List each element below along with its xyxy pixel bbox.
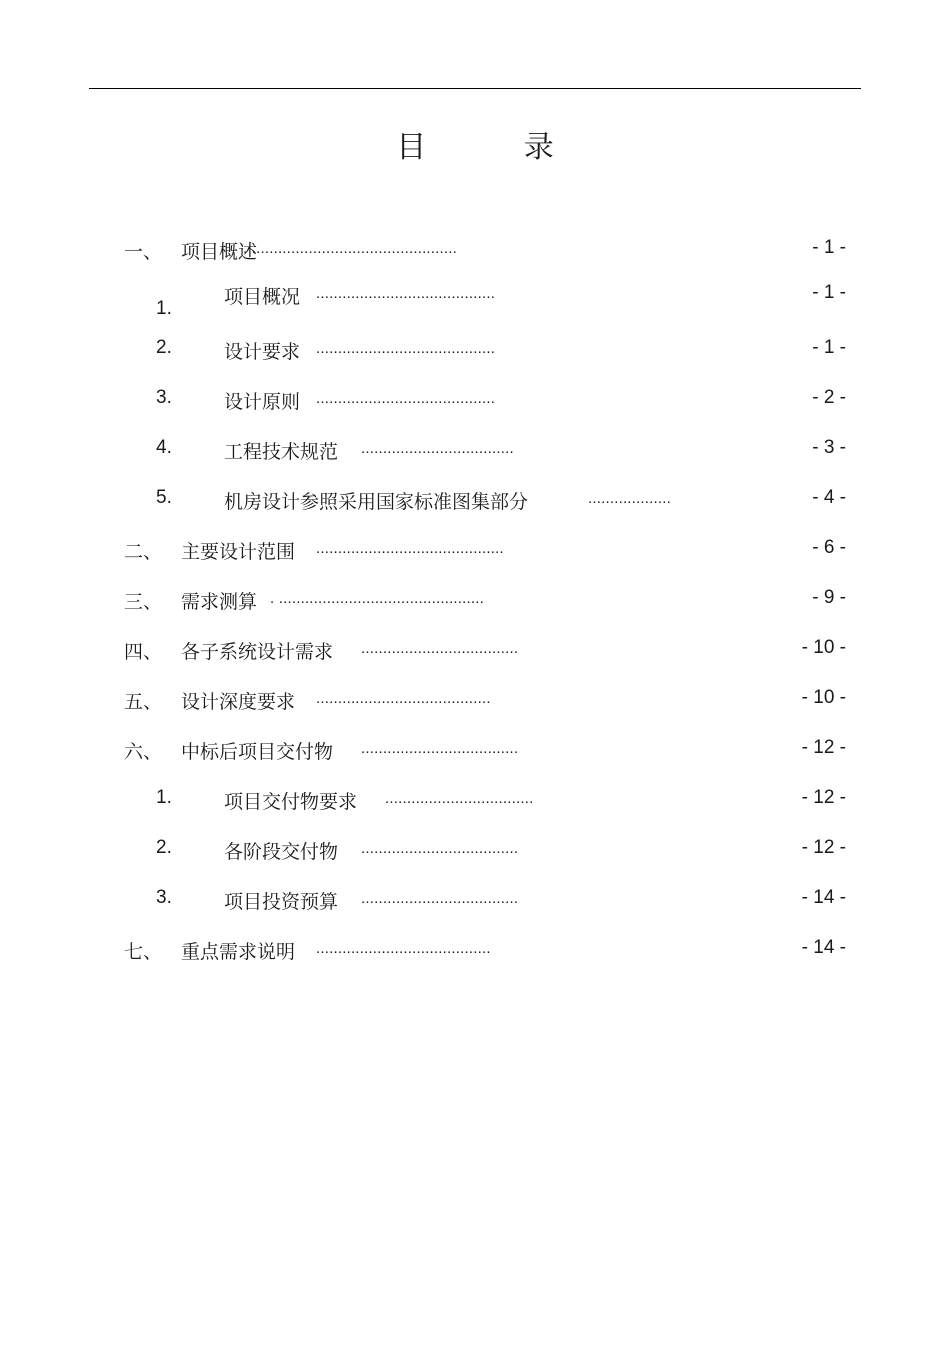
toc-entry-leader: ........................................... xyxy=(316,540,504,557)
toc-entry-page: - 6 - xyxy=(812,537,846,558)
toc-entry-leader: .................................. xyxy=(385,790,534,807)
toc-entry[interactable] xyxy=(0,337,950,367)
toc-entry-leader: ........................................ xyxy=(316,690,491,707)
toc-entry-title: 主要设计范围 xyxy=(181,541,296,563)
toc-entry-page: - 1 - xyxy=(812,337,846,358)
toc-entry-number: 七、 xyxy=(124,942,163,963)
toc-entry[interactable] xyxy=(0,687,950,717)
toc-entry-title: 项目概况 xyxy=(224,286,301,308)
toc-entry-number: 1. xyxy=(156,298,172,319)
toc-entry-number: 二、 xyxy=(124,542,163,563)
toc-entry-title: 设计深度要求 xyxy=(181,691,296,713)
toc-entry-page: - 1 - xyxy=(812,237,846,258)
toc-entry-page: - 10 - xyxy=(801,687,846,708)
toc-entry-title: 设计原则 xyxy=(224,391,301,413)
toc-entry-leader: .................................... xyxy=(361,840,519,857)
toc-entry-title: 机房设计参照采用国家标准图集部分 xyxy=(224,491,529,513)
toc-entry-page: - 14 - xyxy=(801,887,846,908)
toc-entry-title: 项目概述 xyxy=(181,241,258,263)
toc-entry-page: - 12 - xyxy=(801,787,846,808)
toc-entry[interactable] xyxy=(0,637,950,667)
toc-entry[interactable] xyxy=(0,437,950,467)
toc-entry-title: 各阶段交付物 xyxy=(224,841,339,863)
toc-entry-leader: ........................................ xyxy=(316,940,491,957)
toc-entry[interactable] xyxy=(0,837,950,867)
toc-entry[interactable] xyxy=(0,387,950,417)
toc-entry-leader: ......................................... xyxy=(316,390,496,407)
toc-entry-number: 1. xyxy=(156,787,172,808)
toc-entry-leader: . ............................................... xyxy=(243,240,458,257)
toc-entry-number: 六、 xyxy=(124,742,163,763)
toc-entry-page: - 14 - xyxy=(801,937,846,958)
toc-entry-title: 各子系统设计需求 xyxy=(181,641,334,663)
toc-entry-number: 2. xyxy=(156,837,172,858)
toc-entry-page: - 4 - xyxy=(812,487,846,508)
toc-entry-leader: .................................... xyxy=(361,740,519,757)
toc-entry[interactable] xyxy=(0,282,950,319)
toc-entry-number: 五、 xyxy=(124,692,163,713)
toc-entry-page: - 12 - xyxy=(801,737,846,758)
toc-entry-title: 项目投资预算 xyxy=(224,891,339,913)
header-rule xyxy=(89,88,861,89)
toc-entry[interactable] xyxy=(0,587,950,617)
toc-entry-page: - 3 - xyxy=(812,437,846,458)
toc-entry-number: 三、 xyxy=(124,592,163,613)
toc-title: 目 录 xyxy=(396,130,598,165)
toc-entry-page: - 1 - xyxy=(812,282,846,303)
toc-entry[interactable] xyxy=(0,487,950,517)
toc-entry-title: 需求测算 xyxy=(181,591,258,613)
toc-entry-page: - 12 - xyxy=(801,837,846,858)
toc-entry[interactable] xyxy=(0,237,950,267)
toc-entry-title: 中标后项目交付物 xyxy=(181,741,334,763)
toc-entry-page: - 9 - xyxy=(812,587,846,608)
toc-entry-title: 工程技术规范 xyxy=(224,441,339,463)
toc-entry[interactable] xyxy=(0,887,950,917)
toc-entry-leader: . ............................................... xyxy=(270,590,485,607)
toc-entry[interactable] xyxy=(0,937,950,967)
toc-entry[interactable] xyxy=(0,537,950,567)
toc-entry-title: 重点需求说明 xyxy=(181,941,296,963)
toc-entry-title: 项目交付物要求 xyxy=(224,791,358,813)
toc-entry-page: - 2 - xyxy=(812,387,846,408)
toc-entry[interactable] xyxy=(0,787,950,817)
toc-entry-number: 四、 xyxy=(124,642,163,663)
toc-entry-page: - 10 - xyxy=(801,637,846,658)
toc-entry-leader: .................................... xyxy=(361,890,519,907)
toc-entry-leader: ................... xyxy=(588,490,671,507)
toc-entry-leader: ......................................... xyxy=(316,340,496,357)
toc-entry-title: 设计要求 xyxy=(224,341,301,363)
toc-entry-number: 3. xyxy=(156,887,172,908)
toc-entry-number: 5. xyxy=(156,487,172,508)
toc-entry[interactable] xyxy=(0,737,950,767)
toc-entry-number: 3. xyxy=(156,387,172,408)
toc-entry-leader: ......................................... xyxy=(316,285,496,302)
toc-entry-number: 2. xyxy=(156,337,172,358)
toc-entry-leader: ................................... xyxy=(361,440,514,457)
toc-entry-leader: .................................... xyxy=(361,640,519,657)
toc-entry-number: 4. xyxy=(156,437,172,458)
toc-entry-number: 一、 xyxy=(124,242,163,263)
